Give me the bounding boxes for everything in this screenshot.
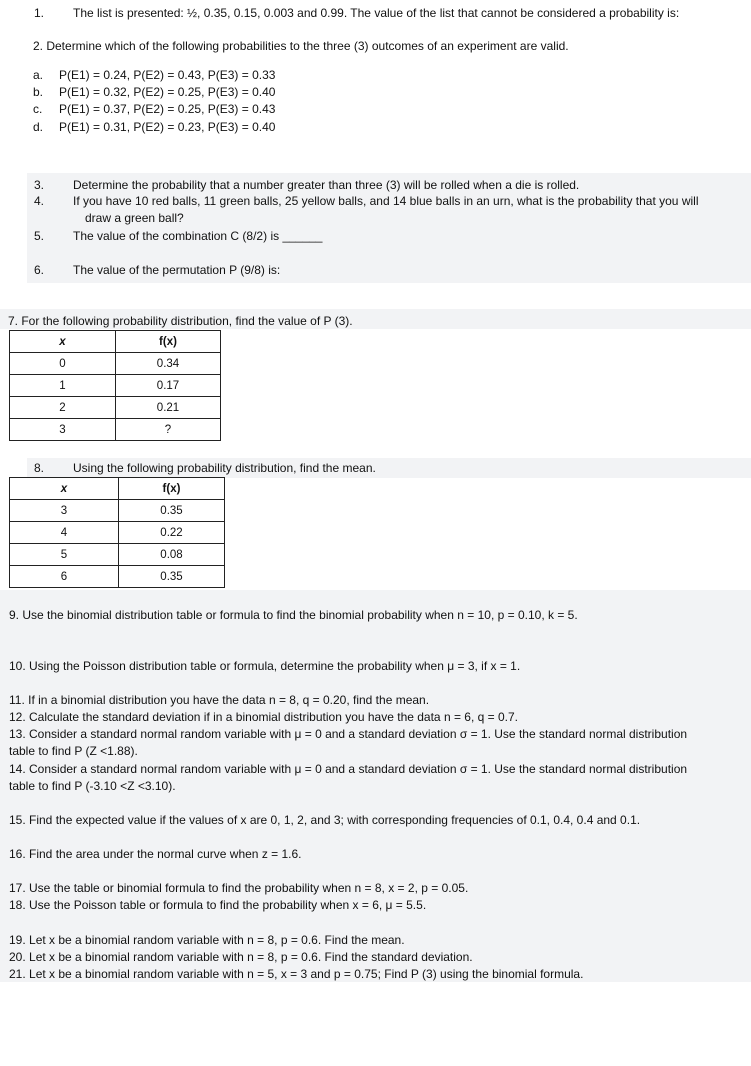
q9-text: 9. Use the binomial distribution table or formula to find the binomial probability when n = 10, p = 0.10, k = 5. [9,608,578,622]
q10-text: 10. Using the Poisson distribution table or formula, determine the probability when μ = 3, if x = 1. [9,659,521,673]
table-row [10,397,221,419]
table-row [10,522,225,544]
x-header: x [10,478,119,500]
q18-text: 18. Use the Poisson table or formula to find the probability when x = 6, μ = 5.5. [9,898,427,912]
q5-text: The value of the combination C (8/2) is ______ [73,229,323,243]
x-cell: 1 [10,375,116,397]
q2-option-letter: c. [33,102,43,116]
table-header-row [10,331,221,353]
q8-text: Using the following probability distribution, find the mean. [73,461,376,475]
q14-text-continued: table to find P (-3.10 <Z <3.10). [9,779,176,793]
q5-number: 5. [34,229,45,243]
x-cell: 0 [10,353,116,375]
q19-text: 19. Let x be a binomial random variable with n = 8, p = 0.6. Find the mean. [9,933,405,947]
table-row [10,375,221,397]
q2-option-text: P(E1) = 0.31, P(E2) = 0.23, P(E3) = 0.40 [59,120,276,134]
fx-cell: 0.35 [119,566,225,588]
q4-text: If you have 10 red balls, 11 green balls, 25 yellow balls, and 14 blue balls in an urn, what is the probability that you will [73,194,699,208]
q2-option-text: P(E1) = 0.24, P(E2) = 0.43, P(E3) = 0.33 [59,68,276,82]
q8-number: 8. [34,461,45,475]
q3-number: 3. [34,178,45,192]
q14-text: 14. Consider a standard normal random variable with μ = 0 and a standard deviation σ = 1. Use the standard normal distribution [9,762,688,776]
q15-text: 15. Find the expected value if the values of x are 0, 1, 2, and 3; with corresponding frequencies of 0.1, 0.4, 0.4 and 0.1. [9,813,641,827]
q16-text: 16. Find the area under the normal curve when z = 1.6. [9,847,302,861]
table-row [10,566,225,588]
fx-cell: ? [116,419,221,441]
x-cell: 6 [10,566,119,588]
x-cell: 5 [10,544,119,566]
table-row [10,544,225,566]
x-cell: 4 [10,522,119,544]
q12-text: 12. Calculate the standard deviation if in a binomial distribution you have the data n = 6, q = 0.7. [9,710,518,724]
table-row [10,419,221,441]
fx-header: f(x) [116,331,221,353]
x-cell: 3 [10,419,116,441]
q2-text: 2. Determine which of the following probabilities to the three (3) outcomes of an experiment are valid. [33,39,569,53]
fx-cell: 0.35 [119,500,225,522]
q17-text: 17. Use the table or binomial formula to find the probability when n = 8, x = 2, p = 0.05. [9,881,469,895]
q3-text: Determine the probability that a number greater than three (3) will be rolled when a die is rolled. [73,178,580,192]
fx-cell: 0.21 [116,397,221,419]
q4-text-continued: draw a green ball? [85,211,184,225]
q8-distribution-table [9,477,225,588]
table-row [10,500,225,522]
table-row [10,353,221,375]
x-header: x [10,331,116,353]
q2-option-letter: a. [33,68,44,82]
q7-distribution-table [9,330,221,441]
q1-text: The list is presented: ½, 0.35, 0.15, 0.003 and 0.99. The value of the list that cannot be considered a probability is: [73,6,680,20]
q7-text: 7. For the following probability distribution, find the value of P (3). [8,314,353,328]
x-cell: 3 [10,500,119,522]
q11-text: 11. If in a binomial distribution you have the data n = 8, q = 0.20, find the mean. [9,693,430,707]
table-header-row [10,478,225,500]
x-cell: 2 [10,397,116,419]
q6-text: The value of the permutation P (9/8) is: [73,263,281,277]
q2-option-text: P(E1) = 0.32, P(E2) = 0.25, P(E3) = 0.40 [59,85,276,99]
q13-text-continued: table to find P (Z <1.88). [9,744,138,758]
q20-text: 20. Let x be a binomial random variable with n = 8, p = 0.6. Find the standard deviation. [9,950,473,964]
fx-cell: 0.34 [116,353,221,375]
q21-text: 21. Let x be a binomial random variable with n = 5, x = 3 and p = 0.75; Find P (3) using the binomial formula. [9,967,584,981]
q6-number: 6. [34,263,45,277]
q1-number: 1. [34,6,45,20]
q13-text: 13. Consider a standard normal random variable with μ = 0 and a standard deviation σ = 1. Use the standard normal distribution [9,727,688,741]
q2-option-letter: b. [33,85,44,99]
fx-cell: 0.08 [119,544,225,566]
fx-cell: 0.22 [119,522,225,544]
fx-header: f(x) [119,478,225,500]
q4-number: 4. [34,194,45,208]
q2-option-letter: d. [33,120,44,134]
q2-option-text: P(E1) = 0.37, P(E2) = 0.25, P(E3) = 0.43 [59,102,276,116]
fx-cell: 0.17 [116,375,221,397]
